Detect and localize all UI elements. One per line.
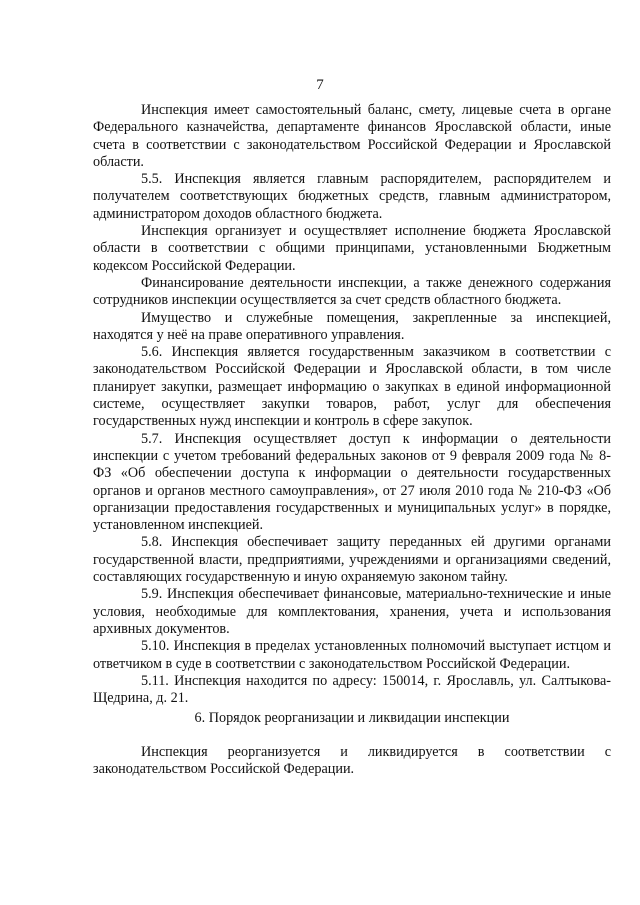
- paragraph-5-7: 5.7. Инспекция осуществляет доступ к информации о деятельности инспекции с учетом требований федеральных законов от 9 февраля 2009 года № 8-ФЗ «Об обеспечении доступа к информации о деятельности государственных органов и органов местного самоуправления», от 27 июля 2010 года № 210-ФЗ «Об организации предоставления государственных и муниципальных услуг» в порядке, установленном инспекцией.: [93, 430, 611, 534]
- paragraph-5-6: 5.6. Инспекция является государственным заказчиком в соответствии с законодательством Российской Федерации и Ярославской области, в том числе планирует закупки, размещает информацию о закупках в единой информационной системе, осуществляет закупки товаров, работ, услуг для обеспечения государственных нужд инспекции и контроль в сфере закупок.: [93, 344, 611, 430]
- paragraph-budget-execution: Инспекция организует и осуществляет исполнение бюджета Ярославской области в соответствии с общими принципами, установленными Бюджетным кодексом Российской Федерации.: [93, 223, 611, 274]
- paragraph-balance: Инспекция имеет самостоятельный баланс, смету, лицевые счета в органе Федерального казначейства, департаменте финансов Ярославской области, иные счета в соответствии с законодательством Российской Федерации и Ярославской области.: [93, 102, 611, 170]
- section-5-body: [93, 102, 611, 707]
- paragraph-property: Имущество и служебные помещения, закрепленные за инспекцией, находятся у неё на праве оперативного управления.: [93, 309, 611, 343]
- paragraph-5-9: 5.9. Инспекция обеспечивает финансовые, материально-технические и иные условия, необходимые для комплектования, хранения, учета и использования архивных документов.: [93, 586, 611, 637]
- paragraph-5-11: 5.11. Инспекция находится по адресу: 150014, г. Ярославль, ул. Салтыкова-Щедрина, д. 21.: [93, 672, 611, 707]
- paragraph-5-5: 5.5. Инспекция является главным распорядителем, распорядителем и получателем соответствующих бюджетных средств, главным администратором, администратором доходов областного бюджета.: [93, 171, 611, 222]
- page-number: 7: [316, 77, 324, 93]
- section-6-heading: 6. Порядок реорганизации и ликвидации инспекции: [194, 710, 510, 726]
- paragraph-5-8: 5.8. Инспекция обеспечивает защиту переданных ей другими органами государственной власти, предприятиями, учреждениями и организациями сведений, составляющих государственную и иную охраняемую законом тайну.: [93, 534, 611, 586]
- paragraph-5-10: 5.10. Инспекция в пределах установленных полномочий выступает истцом и ответчиком в суде в соответствии с законодательством Российской Федерации.: [93, 638, 611, 672]
- paragraph-reorganization: Инспекция реорганизуется и ликвидируется в соответствии с законодательством Российской Федерации.: [93, 744, 611, 778]
- paragraph-financing: Финансирование деятельности инспекции, а также денежного содержания сотрудников инспекции осуществляется за счет средств областного бюджета.: [93, 274, 611, 309]
- section-6-body: [93, 744, 611, 779]
